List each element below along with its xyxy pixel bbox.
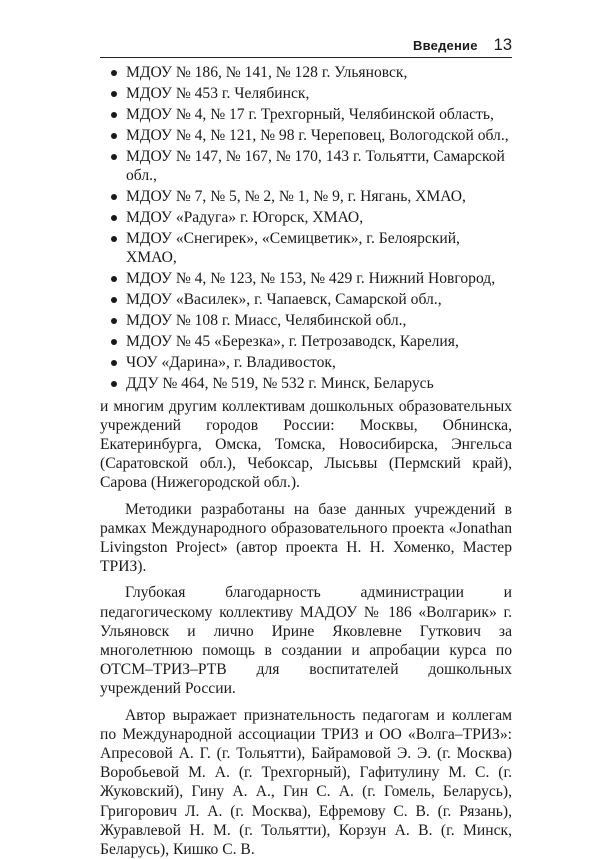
- list-item: [100, 187, 512, 206]
- paragraph-cities: и многим другим коллективам дошкольных образовательных учреждений городов России: Москвы, Обнинска, Екатеринбурга, Омска, Томска, Новосибирска, Энгельса (Саратовской обл.), Чебоксар, Лысьвы (Пермский край), Сарова (Нижегородской обл.).: [100, 397, 512, 492]
- bullet-icon: [111, 215, 117, 221]
- list-item: [100, 269, 512, 288]
- bullet-icon: [111, 70, 117, 76]
- bullet-icon: [111, 133, 117, 139]
- list-item: [100, 332, 512, 351]
- list-item-text: МДОУ № 453 г. Челябинск,: [126, 85, 310, 102]
- list-item: [100, 374, 512, 393]
- institution-list: [100, 63, 512, 394]
- list-item-text: МДОУ № 4, № 121, № 98 г. Череповец, Вологодской обл.,: [126, 127, 509, 144]
- list-item: [100, 105, 512, 124]
- paragraph-gratitude: Глубокая благодарность администрации и педагогическому коллективу МАДОУ № 186 «Волгарик» г. Ульяновск и лично Ирине Яковлевне Гуткович за многолетнюю помощь в создании и апробации курса по ОТСМ–ТРИЗ–РТВ для воспитателей дошкольных учреждений России.: [100, 584, 512, 698]
- bullet-icon: [111, 91, 117, 97]
- list-item: [100, 63, 512, 82]
- bullet-icon: [111, 318, 117, 324]
- bullet-icon: [111, 236, 117, 242]
- bullet-icon: [111, 360, 117, 366]
- list-item-text: ДДУ № 464, № 519, № 532 г. Минск, Беларусь: [126, 375, 434, 393]
- section-title: Введение: [413, 37, 478, 53]
- list-item-text: МДОУ № 4, № 17 г. Трехгорный, Челябинской область,: [126, 106, 494, 123]
- bullet-icon: [111, 339, 117, 345]
- list-item: [100, 208, 512, 227]
- page-body: [100, 63, 512, 859]
- list-item-text: МДОУ № 45 «Березка», г. Петрозаводск, Карелия,: [126, 333, 459, 351]
- list-item-text: МДОУ № 108 г. Миасс, Челябинской обл.,: [126, 312, 407, 330]
- bullet-icon: [111, 297, 117, 303]
- page-number: 13: [493, 35, 512, 54]
- list-item: [100, 311, 512, 330]
- running-header: [100, 33, 512, 58]
- list-item-text: МДОУ № 4, № 123, № 153, № 429 г. Нижний Новгород,: [126, 270, 496, 288]
- list-item: [100, 290, 512, 309]
- list-item-text: МДОУ № 147, № 167, № 170, 143 г. Тольятти, Самарской обл.,: [126, 148, 505, 185]
- paragraph-acknowledgements: Автор выражает признательность педагогам и коллегам по Международной ассоциации ТРИЗ и ОО «Волга–ТРИЗ»: Апресовой А. Г. (г. Тольятти), Байрамовой Э. Э. (г. Москва) Воробьевой М. А. (г. Трехгорный), Гафитулину М. С. (г. Жуковский), Гину А. А., Гин С. А. (г. Гомель, Беларусь), Григорович Л. А. (г. Москва), Ефремову С. В. (г. Рязань), Журавлевой Н. М. (г. Тольятти), Корзун А. В. (г. Минск, Беларусь), Кишко С. В.: [100, 706, 512, 859]
- list-item-text: МДОУ № 186, № 141, № 128 г. Ульяновск,: [126, 64, 408, 81]
- bullet-icon: [111, 154, 117, 160]
- list-item-text: МДОУ «Василек», г. Чапаевск, Самарской обл.,: [126, 291, 442, 309]
- bullet-icon: [111, 276, 117, 282]
- bullet-icon: [111, 194, 117, 200]
- list-item-text: МДОУ № 7, № 5, № 2, № 1, № 9, г. Нягань, ХМАО,: [126, 188, 466, 206]
- list-item-text: ЧОУ «Дарина», г. Владивосток,: [126, 354, 336, 372]
- list-item: [100, 126, 512, 145]
- bullet-icon: [111, 112, 117, 118]
- paragraph-methods: Методики разработаны на базе данных учреждений в рамках Международного образовательного проекта «Jonathan Livingston Project» (автор проекта Н. Н. Хоменко, Мастер ТРИЗ).: [100, 500, 512, 576]
- list-item: [100, 353, 512, 372]
- list-item-text: МДОУ «Снегирек», «Семицветик», г. Белоярский, ХМАО,: [126, 230, 460, 267]
- list-item: [100, 229, 512, 267]
- list-item: [100, 84, 512, 103]
- list-item-text: МДОУ «Радуга» г. Югорск, ХМАО,: [126, 209, 364, 227]
- list-item: [100, 147, 512, 185]
- bullet-icon: [111, 381, 117, 387]
